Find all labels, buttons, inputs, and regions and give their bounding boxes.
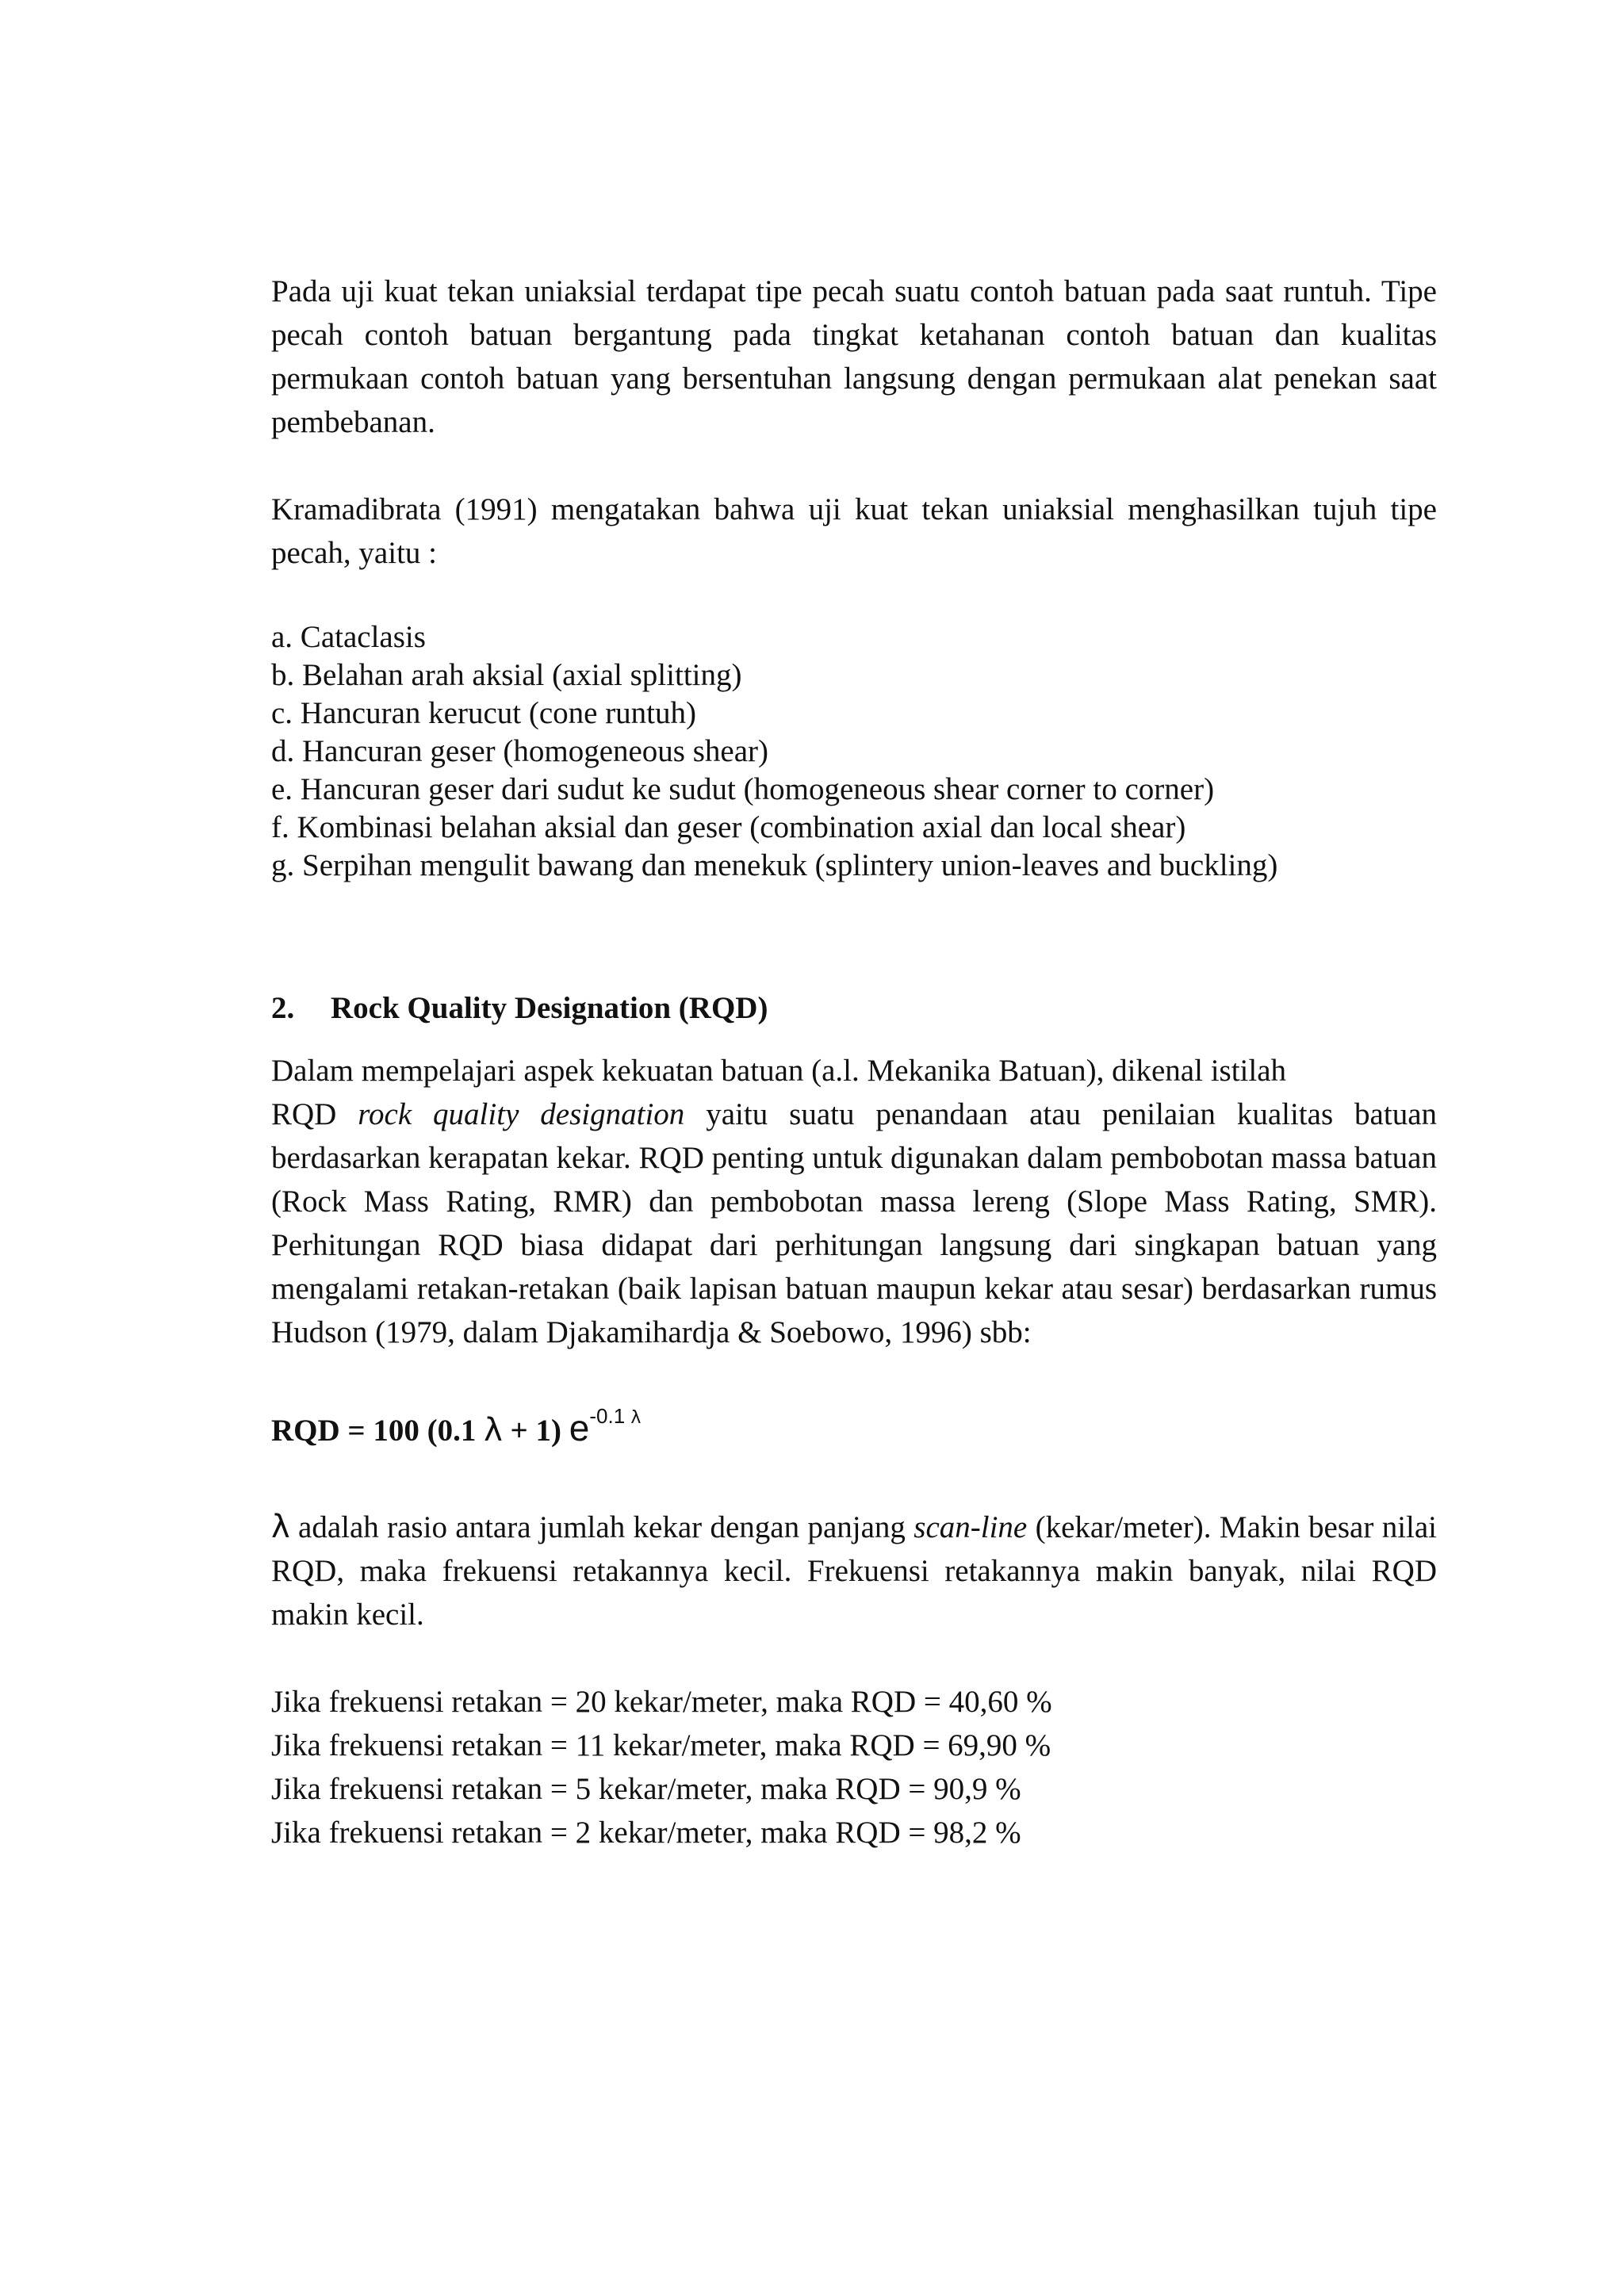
result-line: Jika frekuensi retakan = 11 kekar/meter, maka RQD = 69,90 % [271, 1728, 1051, 1762]
list-item: c. Hancuran kerucut (cone runtuh) [271, 696, 697, 730]
formula-e: e [569, 1407, 590, 1448]
rqd-results-list [271, 1680, 1437, 1854]
formula-exponent: -0.1 λ [589, 1404, 642, 1428]
section-heading [271, 986, 1437, 1030]
formula-mid: + 1) [502, 1414, 569, 1448]
result-line: Jika frekuensi retakan = 5 kekar/meter, maka RQD = 90,9 % [271, 1772, 1021, 1806]
scan-line-term: scan-line [914, 1510, 1028, 1544]
rqd-prefix: RQD [271, 1097, 358, 1131]
list-item: f. Kombinasi belahan aksial dan geser (combination axial dan local shear) [271, 810, 1186, 844]
list-item: a. Cataclasis [271, 620, 426, 654]
document-page [271, 270, 1437, 1854]
list-item: b. Belahan arah aksial (axial splitting) [271, 658, 742, 692]
paragraph-lambda-definition: λ adalah rasio antara jumlah kekar dengan panjang scan-line (kekar/meter). Makin besar nilai RQD, maka frekuensi retakannya kecil. Frekuensi retakannya makin banyak, nilai RQD makin kecil. [271, 1509, 1438, 1632]
rqd-italic-term: rock quality designation [358, 1097, 685, 1131]
result-line: Jika frekuensi retakan = 2 kekar/meter, maka RQD = 98,2 % [271, 1816, 1021, 1850]
paragraph-rqd-definition [271, 1049, 1437, 1354]
rqd-formula [271, 1392, 1437, 1455]
paragraph-uniaxial-fracture: Pada uji kuat tekan uniaksial terdapat tipe pecah suatu contoh batuan pada saat runtuh. Tipe pecah contoh batuan bergantung pada tingkat ketahanan contoh batuan dan kualitas permukaan contoh batuan yang bersentuhan langsung dengan permukaan alat penekan saat pembebanan. [271, 274, 1437, 439]
formula-left: RQD = 100 (0.1 [271, 1414, 485, 1448]
rqd-body: yaitu suatu penandaan atau penilaian kualitas batuan berdasarkan kerapatan kekar. RQD penting untuk digunakan dalam pembobotan massa batuan (Rock Mass Rating, RMR) dan pembobotan massa lereng (Slope Mass Rating, SMR). Perhitungan RQD biasa didapat dari perhitungan langsung dari singkapan batuan yang mengalami retakan-retakan (baik lapisan batuan maupun kekar atau sesar) berdasarkan rumus Hudson (1979, dalam Djakamihardja & Soebowo, 1996) sbb: [271, 1097, 1438, 1349]
list-item: g. Serpihan mengulit bawang dan menekuk (splintery union-leaves and buckling) [271, 848, 1278, 882]
list-item: d. Hancuran geser (homogeneous shear) [271, 734, 769, 768]
lambda-symbol: λ [484, 1412, 503, 1448]
section-number: 2. [271, 991, 295, 1025]
paragraph-kramadibrata: Kramadibrata (1991) mengatakan bahwa uji kuat tekan uniaksial menghasilkan tujuh tipe pecah, yaitu : [271, 492, 1437, 570]
fracture-type-list [271, 618, 1437, 885]
list-item: e. Hancuran geser dari sudut ke sudut (homogeneous shear corner to corner) [271, 772, 1215, 806]
lambda-symbol-lead: λ [271, 1509, 290, 1545]
rqd-intro-line: Dalam mempelajari aspek kekuatan batuan (a.l. Mekanika Batuan), dikenal istilah [271, 1054, 1287, 1088]
result-line: Jika frekuensi retakan = 20 kekar/meter, maka RQD = 40,60 % [271, 1685, 1052, 1719]
exponent-lambda: λ [630, 1408, 642, 1428]
section-title: Rock Quality Designation (RQD) [331, 991, 768, 1025]
